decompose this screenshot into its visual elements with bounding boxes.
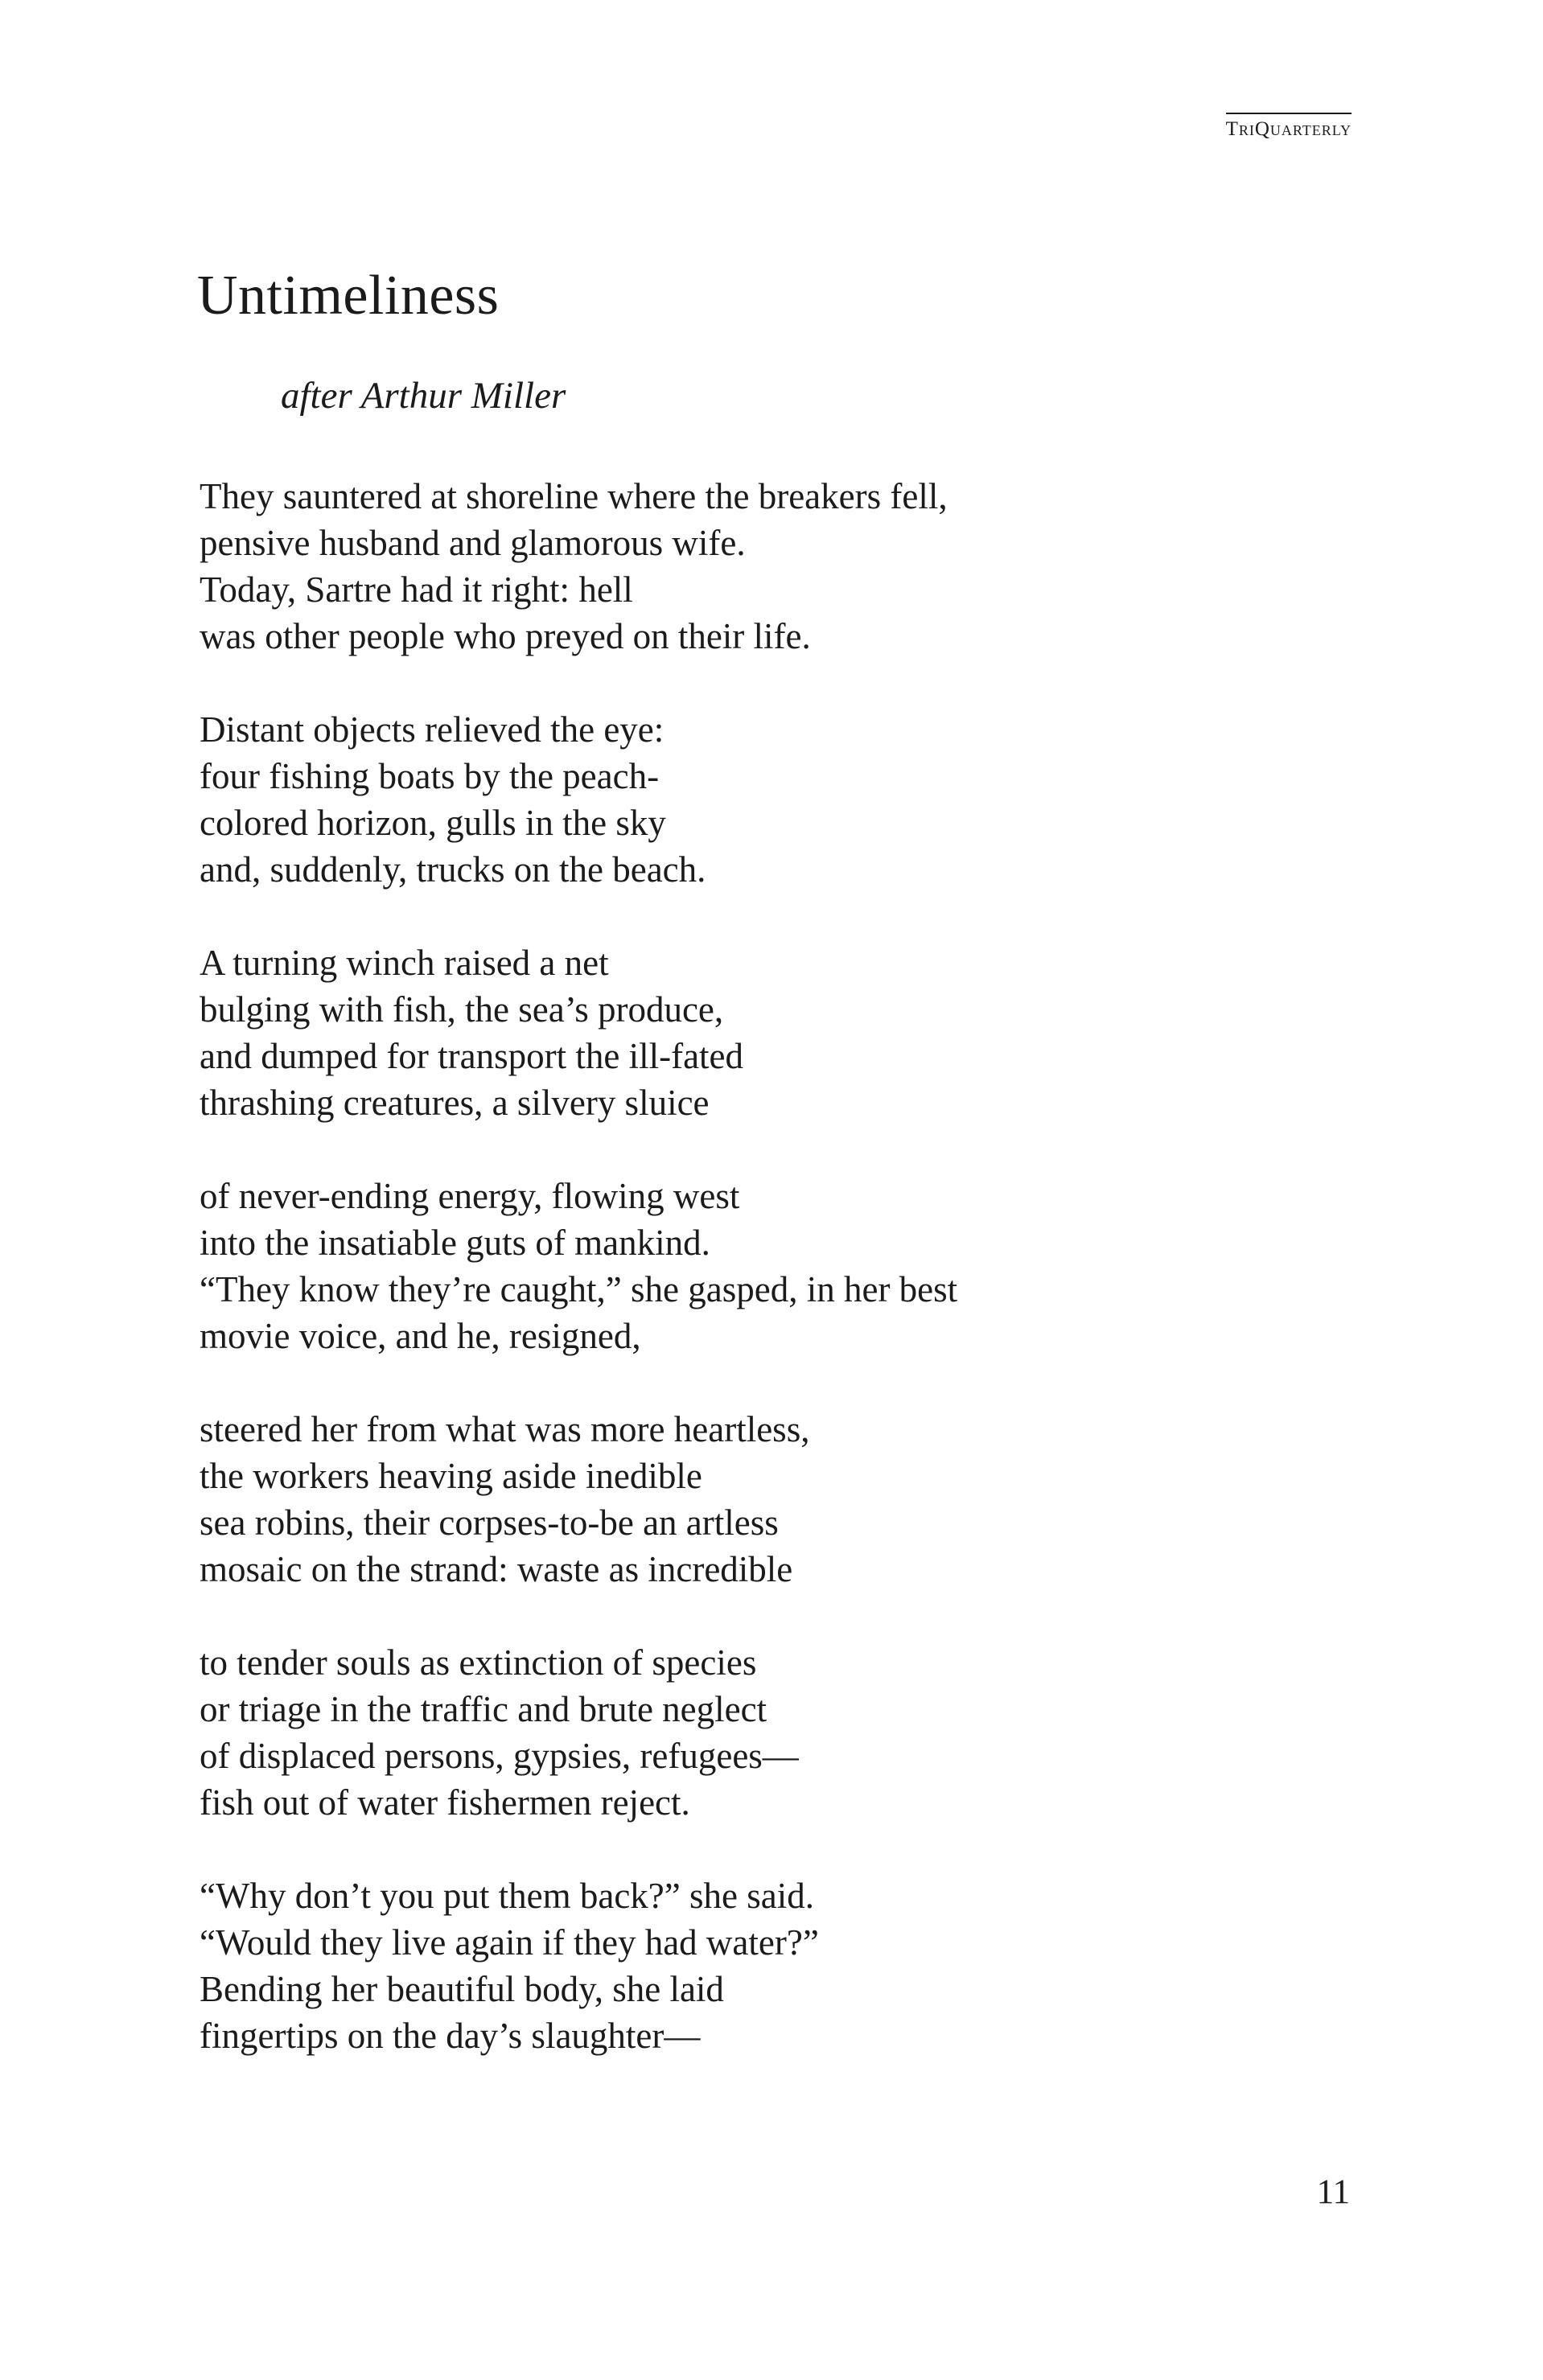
poem-line: into the insatiable guts of mankind. bbox=[200, 1223, 710, 1263]
poem-line: and dumped for transport the ill-fated bbox=[200, 1036, 744, 1076]
stanza bbox=[200, 473, 1326, 660]
poem-line: Today, Sartre had it right: hell bbox=[200, 569, 633, 610]
poem-body bbox=[200, 473, 1326, 2106]
poem-line: A turning winch raised a net bbox=[200, 943, 609, 983]
poem-line: “Why don’t you put them back?” she said. bbox=[200, 1876, 814, 1916]
poem-line: Bending her beautiful body, she laid bbox=[200, 1969, 724, 2009]
poem-line: sea robins, their corpses-to-be an artless bbox=[200, 1502, 779, 1543]
poem-line: four fishing boats by the peach- bbox=[200, 756, 660, 796]
poem-line: “Would they live again if they had water?” bbox=[200, 1922, 819, 1963]
running-head: TriQuarterly bbox=[1226, 113, 1352, 142]
poem-line: of never-ending energy, flowing west bbox=[200, 1176, 740, 1216]
poem-line: of displaced persons, gypsies, refugees— bbox=[200, 1736, 799, 1776]
poem-line: “They know they’re caught,” she gasped, in her best bbox=[200, 1269, 958, 1309]
stanza bbox=[200, 939, 1326, 1126]
stanza bbox=[200, 706, 1326, 893]
poem-line: the workers heaving aside inedible bbox=[200, 1456, 702, 1496]
poem-line: They sauntered at shoreline where the breakers fell, bbox=[200, 476, 948, 516]
poem-line: mosaic on the strand: waste as incredible bbox=[200, 1549, 793, 1589]
poem-line: bulging with fish, the sea’s produce, bbox=[200, 989, 724, 1030]
stanza bbox=[200, 1639, 1326, 1826]
poem-line: Distant objects relieved the eye: bbox=[200, 709, 665, 750]
stanza bbox=[200, 1872, 1326, 2059]
poem-line: or triage in the traffic and brute neglect bbox=[200, 1689, 767, 1729]
poem-line: and, suddenly, trucks on the beach. bbox=[200, 849, 706, 890]
poem-line: was other people who preyed on their life. bbox=[200, 616, 811, 656]
page-number: 11 bbox=[1316, 2173, 1350, 2211]
poem-line: pensive husband and glamorous wife. bbox=[200, 523, 746, 563]
poem-line: steered her from what was more heartless, bbox=[200, 1409, 810, 1449]
poem-line: fish out of water fishermen reject. bbox=[200, 1782, 690, 1823]
poem-line: colored horizon, gulls in the sky bbox=[200, 803, 666, 843]
stanza bbox=[200, 1173, 1326, 1359]
poem-title: Untimeliness bbox=[197, 265, 500, 327]
stanza bbox=[200, 1406, 1326, 1593]
poem-dedication: after Arthur Miller bbox=[281, 375, 566, 417]
poem-line: thrashing creatures, a silvery sluice bbox=[200, 1083, 710, 1123]
poem-line: movie voice, and he, resigned, bbox=[200, 1316, 641, 1356]
poem-line: to tender souls as extinction of species bbox=[200, 1642, 757, 1683]
poem-line: fingertips on the day’s slaughter— bbox=[200, 2016, 701, 2056]
